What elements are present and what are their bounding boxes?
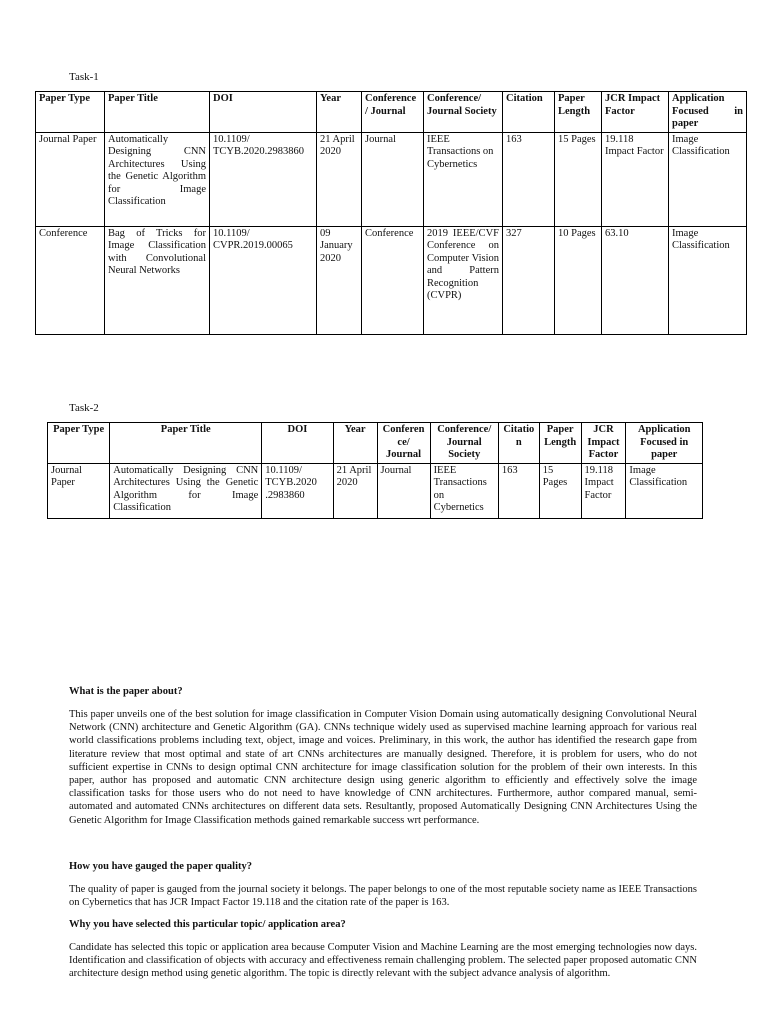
- table-cell: IEEE Transactions on Cybernetics: [424, 132, 503, 226]
- task2-table: [47, 422, 703, 519]
- table-row: [36, 226, 747, 334]
- task2-header: DOI: [262, 423, 333, 464]
- task2-header: Application Focused in paper: [626, 423, 703, 464]
- table-cell: Conference: [362, 226, 424, 334]
- table-cell: 327: [503, 226, 555, 334]
- table-cell: Journal: [377, 463, 430, 518]
- table-cell: Automatically Designing CNN Architectures Using the Genetic Algorithm for Image Classification: [110, 463, 262, 518]
- table-cell: 10.1109/ CVPR.2019.00065: [210, 226, 317, 334]
- task2-header: JCR Impact Factor: [581, 423, 626, 464]
- table-cell: 09 January 2020: [317, 226, 362, 334]
- task1-header: Paper Title: [105, 92, 210, 133]
- table-cell: 15 Pages: [555, 132, 602, 226]
- task1-header: JCR Impact Factor: [602, 92, 669, 133]
- table-cell: 10.1109/ TCYB.2020 .2983860: [262, 463, 333, 518]
- task1-header-row: [36, 92, 747, 133]
- task2-header: Paper Title: [110, 423, 262, 464]
- table-cell: Image Classification: [669, 226, 747, 334]
- task1-table: [35, 91, 747, 335]
- task1-header: Year: [317, 92, 362, 133]
- table-cell: 10 Pages: [555, 226, 602, 334]
- task1-header: Citation: [503, 92, 555, 133]
- section-body: Candidate has selected this topic or application area because Computer Vision and Machine Learning are the most emerging technologies now days. Identification and classification of objects with accuracy and effectiveness remain challenging problem. The selected paper proposed automatic CNN architecture design method using genetic algorithm. The topic is directly relevant with the subject advance analysis of algorithm.: [69, 942, 697, 980]
- table-cell: Journal: [362, 132, 424, 226]
- table-row: [36, 132, 747, 226]
- task2-header: Conference/ Journal: [377, 423, 430, 464]
- table-cell: Image Classification: [626, 463, 703, 518]
- task2-header: Year: [333, 423, 377, 464]
- table-cell: Automatically Designing CNN Architectures Using the Genetic Algorithm for Image Classification: [105, 132, 210, 226]
- table-cell: 21 April 2020: [333, 463, 377, 518]
- task1-header: Conference / Journal: [362, 92, 424, 133]
- table-cell: Bag of Tricks for Image Classification with Convolutional Neural Networks: [105, 226, 210, 334]
- table-cell: 2019 IEEE/CVF Conference on Computer Vision and Pattern Recognition (CVPR): [424, 226, 503, 334]
- table-cell: 15 Pages: [539, 463, 581, 518]
- task1-header: Paper Length: [555, 92, 602, 133]
- table-cell: 19.118 Impact Factor: [602, 132, 669, 226]
- table-cell: Image Classification: [669, 132, 747, 226]
- task2-label: Task-2: [69, 402, 99, 414]
- table-cell: 19.118 Impact Factor: [581, 463, 626, 518]
- task1-header: Application Focused in paper: [669, 92, 747, 133]
- table-cell: Journal Paper: [48, 463, 110, 518]
- table-cell: 21 April 2020: [317, 132, 362, 226]
- table-cell: Journal Paper: [36, 132, 105, 226]
- task2-header-row: [48, 423, 703, 464]
- section-heading: What is the paper about?: [69, 686, 183, 697]
- section-heading: Why you have selected this particular topic/ application area?: [69, 919, 346, 930]
- task1-label: Task-1: [69, 71, 99, 83]
- table-cell: IEEE Transactions on Cybernetics: [430, 463, 498, 518]
- task2-header: Conference/ Journal Society: [430, 423, 498, 464]
- table-cell: Conference: [36, 226, 105, 334]
- table-cell: 10.1109/ TCYB.2020.2983860: [210, 132, 317, 226]
- task2-header: Citation: [498, 423, 539, 464]
- task1-header: Paper Type: [36, 92, 105, 133]
- task2-header: Paper Type: [48, 423, 110, 464]
- task1-header: Conference/ Journal Society: [424, 92, 503, 133]
- table-cell: 63.10: [602, 226, 669, 334]
- section-body: The quality of paper is gauged from the journal society it belongs. The paper belongs to one of the most reputable society name as IEEE Transactions on Cybernetics that has JCR Impact Factor 19.118 and the citation rate of the paper is 163.: [69, 884, 697, 909]
- task1-header: DOI: [210, 92, 317, 133]
- table-cell: 163: [498, 463, 539, 518]
- task2-header: Paper Length: [539, 423, 581, 464]
- section-heading: How you have gauged the paper quality?: [69, 861, 252, 872]
- section-body: This paper unveils one of the best solution for image classification in Computer Vision Domain using automatically designing Convolutional Neural Network (CNN) architecture and Genetic Algorithm (GA). CNNs technique widely used as supervised machine learning approach for various real world classifications problems including text, object, image and voices. Preliminary, in this work, the author has identified the research gape from literature review that most optimal and state of art CNNs architectures are manually designed. Therefore, it is problem for users, who do not sufficient expertise in CNNs to design optimal CNN architecture for image classification solution for the problem of their own interests. In this paper, author has proposed and automatic CNN architecture design using generic algorithm to efficiently and effectively solve the image classification tasks for those users who do not need to have knowledge of CNN architectures. Furthermore, author compared manual, semi-automated and automated CNNs architectures on different data sets. Resultantly, proposed Automatically Designing CNN Architectures Using the Genetic Algorithm for Image Classification methods gained remarkable success wrt performance.: [69, 709, 697, 826]
- table-cell: 163: [503, 132, 555, 226]
- table-row: [48, 463, 703, 518]
